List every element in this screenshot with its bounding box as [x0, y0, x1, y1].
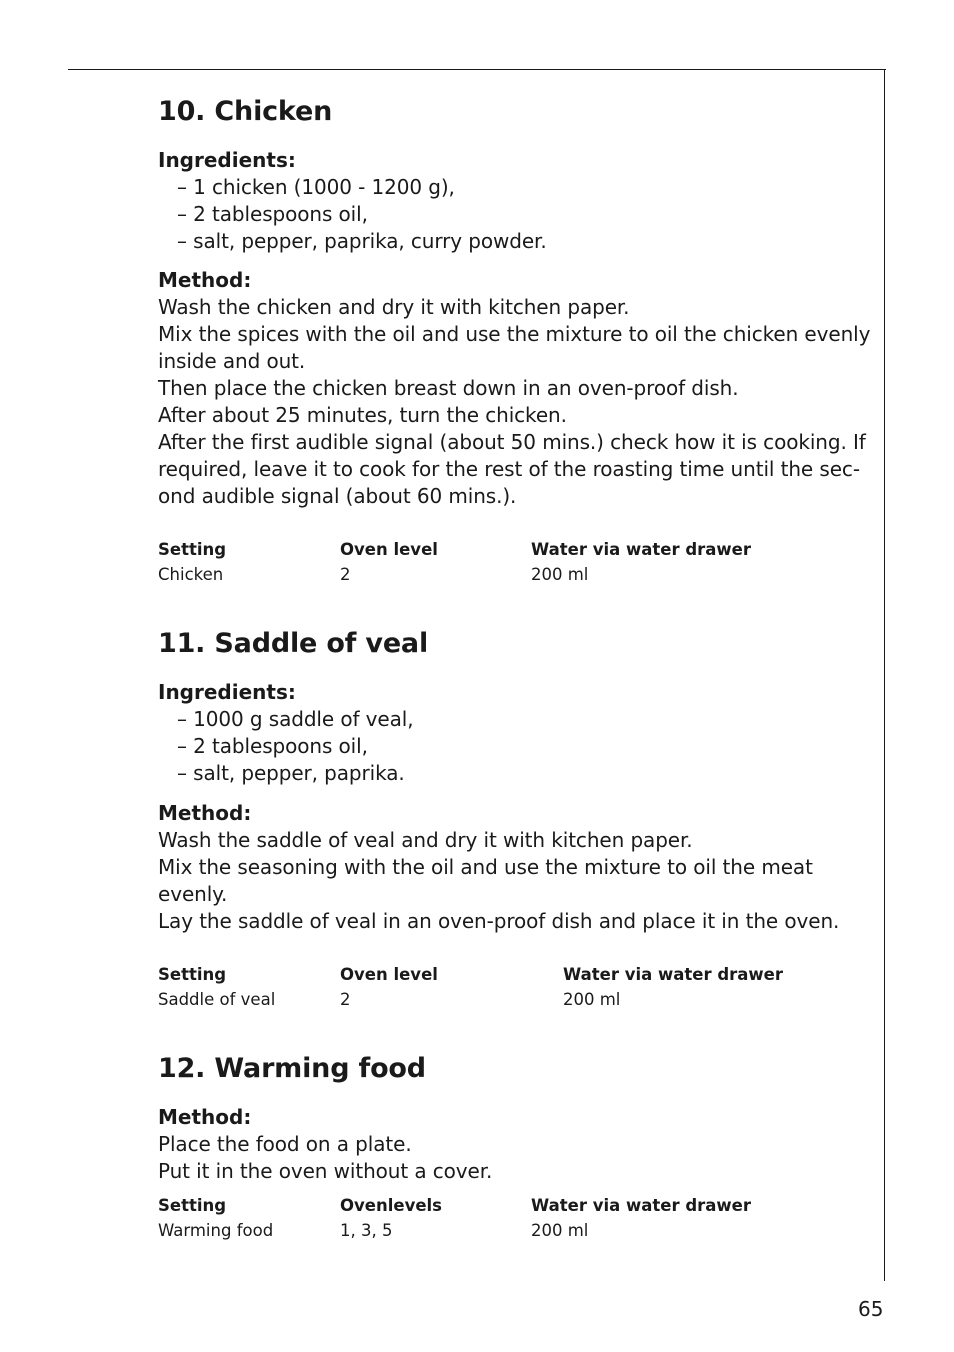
ingredients-chicken [158, 147, 868, 255]
table-header-row [158, 962, 868, 987]
method-line: Put it in the oven without a cover. [158, 1159, 493, 1183]
method-line: Lay the saddle of veal in an oven-proof dish and place it in the oven. [158, 909, 840, 933]
header-oven-level: Oven level [340, 965, 438, 984]
method-line: Then place the chicken breast down in an oven-proof dish. [158, 376, 739, 400]
ingredient-item: – salt, pepper, paprika. [177, 761, 405, 785]
method-line: Place the food on a plate. [158, 1132, 412, 1156]
table-row [158, 987, 868, 1012]
section-chicken [158, 95, 868, 129]
method-line: Mix the seasoning with the oil and use the mixture to oil the meat [158, 855, 813, 879]
header-water: Water via water drawer [531, 1196, 751, 1215]
section-warming-food [158, 1052, 868, 1086]
table-header-row [158, 1193, 868, 1218]
method-line: After the first audible signal (about 50 mins.) check how it is cooking. If [158, 430, 866, 454]
settings-table-warming [158, 1193, 868, 1243]
cell-oven-level: 2 [340, 990, 351, 1009]
ingredient-item: – 1 chicken (1000 - 1200 g), [177, 175, 455, 199]
header-water: Water via water drawer [563, 965, 783, 984]
method-label: Method: [158, 1105, 252, 1129]
section-saddle-of-veal [158, 627, 868, 661]
cell-water: 200 ml [531, 1221, 589, 1240]
ingredient-item: – salt, pepper, paprika, curry powder. [177, 229, 547, 253]
method-label: Method: [158, 268, 252, 292]
method-line: Wash the chicken and dry it with kitchen paper. [158, 295, 630, 319]
header-oven-level: Oven level [340, 540, 438, 559]
method-chicken [158, 267, 871, 510]
section-title: 10. Chicken [158, 96, 333, 127]
header-setting: Setting [158, 965, 227, 984]
method-warming [158, 1104, 868, 1185]
table-row [158, 1218, 868, 1243]
page-number: 65 [858, 1297, 884, 1321]
cell-oven-level: 2 [340, 565, 351, 584]
ingredients-veal [158, 679, 868, 787]
cell-water: 200 ml [563, 990, 621, 1009]
method-line: evenly. [158, 882, 228, 906]
ingredient-item: – 1000 g saddle of veal, [177, 707, 414, 731]
method-line: After about 25 minutes, turn the chicken. [158, 403, 567, 427]
method-line: ond audible signal (about 60 mins.). [158, 484, 517, 508]
ingredients-label: Ingredients: [158, 680, 296, 704]
settings-table-chicken [158, 537, 868, 587]
method-line: inside and out. [158, 349, 306, 373]
cell-water: 200 ml [531, 565, 589, 584]
method-line: Wash the saddle of veal and dry it with kitchen paper. [158, 828, 693, 852]
ingredient-item: – 2 tablespoons oil, [177, 202, 368, 226]
cell-oven-levels: 1, 3, 5 [340, 1221, 393, 1240]
method-line: required, leave it to cook for the rest of the roasting time until the sec- [158, 457, 860, 481]
method-label: Method: [158, 801, 252, 825]
header-water: Water via water drawer [531, 540, 751, 559]
cell-setting: Chicken [158, 565, 224, 584]
header-oven-levels: Ovenlevels [340, 1196, 442, 1215]
header-setting: Setting [158, 540, 227, 559]
method-veal [158, 800, 868, 935]
section-title: 11. Saddle of veal [158, 628, 428, 659]
table-row [158, 562, 868, 587]
settings-table-veal [158, 962, 868, 1012]
ingredient-item: – 2 tablespoons oil, [177, 734, 368, 758]
section-title: 12. Warming food [158, 1053, 426, 1084]
method-line: Mix the spices with the oil and use the mixture to oil the chicken evenly [158, 322, 871, 346]
top-rule [68, 69, 886, 70]
cell-setting: Saddle of veal [158, 990, 276, 1009]
cell-setting: Warming food [158, 1221, 274, 1240]
table-header-row [158, 537, 868, 562]
header-setting: Setting [158, 1196, 227, 1215]
right-rule [884, 69, 885, 1281]
ingredients-label: Ingredients: [158, 148, 296, 172]
